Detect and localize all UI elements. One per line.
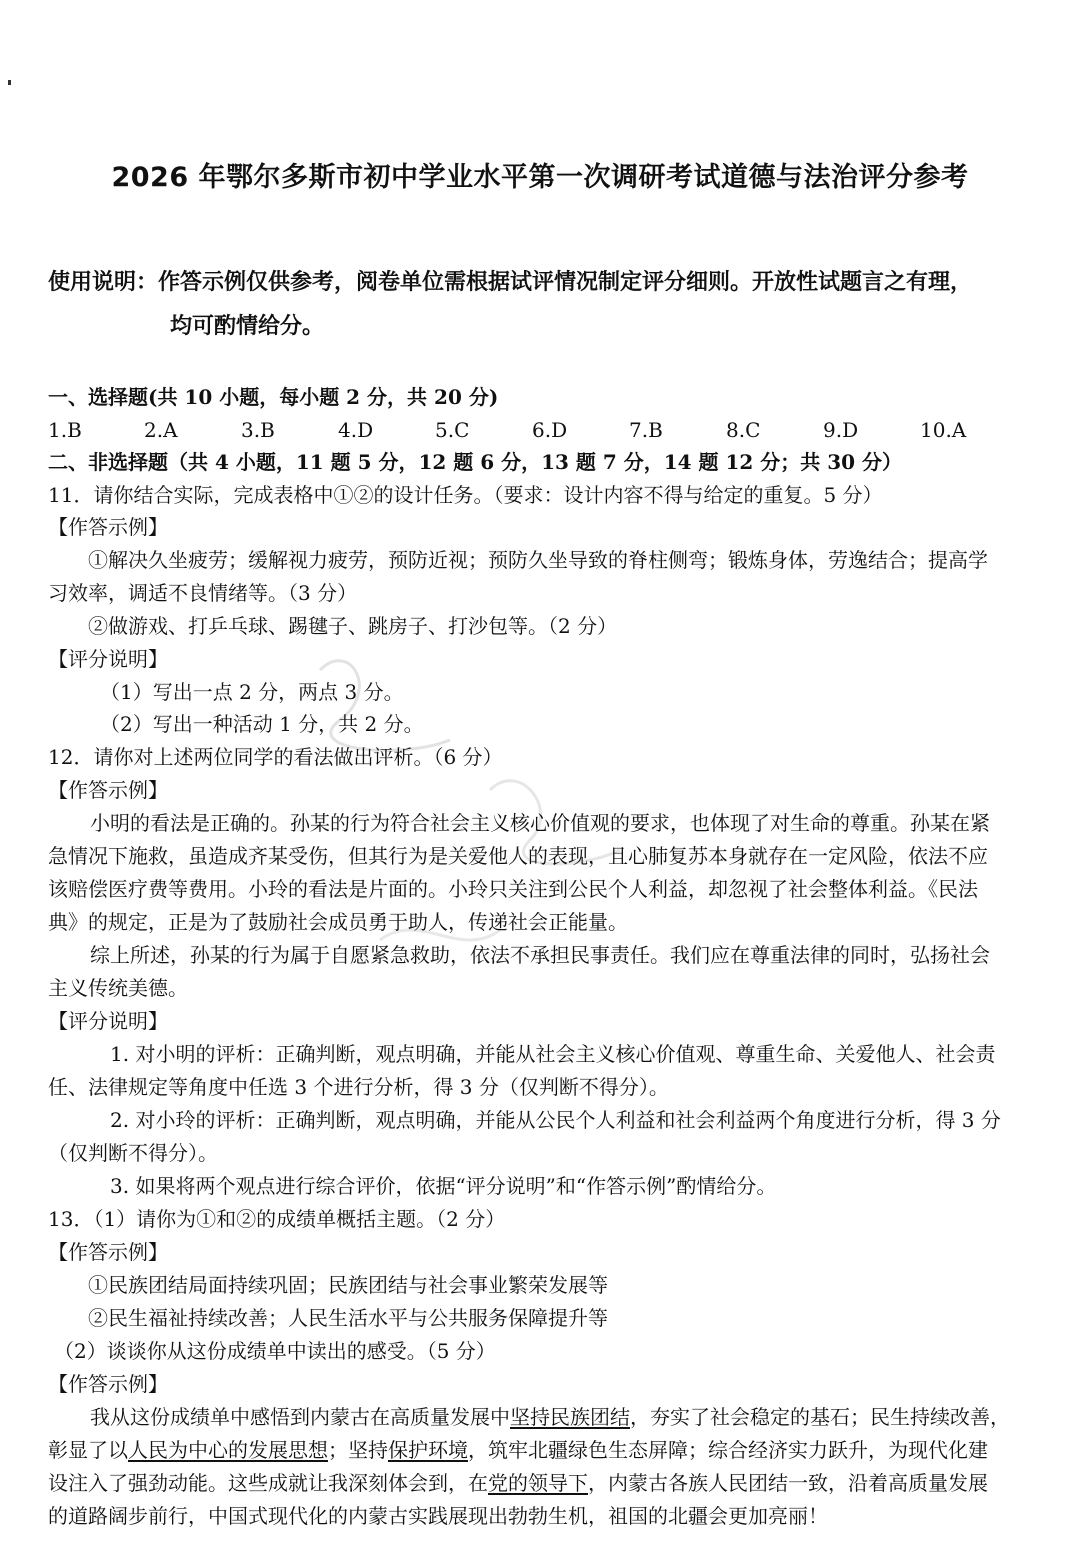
q11-scoring-line: （2）写出一种活动 1 分，共 2 分。 xyxy=(100,712,424,736)
q11-example-line: 习效率，调适不良情绪等。（3 分） xyxy=(48,581,358,605)
q12-example-line: 典》的规定，正是为了鼓励社会成员勇于助人，传递社会正能量。 xyxy=(48,910,628,934)
q13-part2-example-line: 设注入了强劲动能。这些成就让我深刻体会到，在党的领导下，内蒙古各族人民团结一致，沿着高质量发展 xyxy=(48,1471,988,1495)
q12-scoring-label: 【评分说明】 xyxy=(48,1009,168,1033)
q11-scoring-line: （1）写出一点 2 分，两点 3 分。 xyxy=(100,680,404,704)
instructions-line-1: 使用说明：作答示例仅供参考，阅卷单位需根据试评情况制定评分细则。开放性试题言之有理， xyxy=(48,270,973,295)
choice-answer: 9.D xyxy=(823,418,859,442)
choice-answer: 3.B xyxy=(241,418,275,442)
section-1-heading: 一、选择题(共 10 小题，每小题 2 分，共 20 分) xyxy=(48,385,499,409)
q11-example-line: ②做游戏、打乒乓球、踢毽子、跳房子、打沙包等。（2 分） xyxy=(88,614,618,638)
q12-scoring-line: （仅判断不得分）。 xyxy=(48,1141,218,1165)
choice-answer: 1.B xyxy=(48,418,82,442)
underlined-phrase: 党的领导下 xyxy=(488,1471,588,1495)
q12-example-line: 综上所述，孙某的行为属于自愿紧急救助，依法不承担民事责任。我们应在尊重法律的同时，弘扬社会 xyxy=(90,943,990,967)
document-title: 2026 年鄂尔多斯市初中学业水平第一次调研考试道德与法治评分参考 xyxy=(111,162,969,193)
q12-question: 12．请你对上述两位同学的看法做出评析。（6 分） xyxy=(48,745,503,769)
q13-part1-question: 13．（1）请你为①和②的成绩单概括主题。（2 分） xyxy=(48,1207,506,1231)
q13-part1-example-label: 【作答示例】 xyxy=(48,1240,168,1264)
q12-scoring-line: 任、法律规定等角度中任选 3 个进行分析，得 3 分（仅判断不得分）。 xyxy=(48,1075,669,1099)
q11-scoring-label: 【评分说明】 xyxy=(48,647,168,671)
choice-answer: 4.D xyxy=(338,418,374,442)
choice-answer: 7.B xyxy=(629,418,663,442)
choice-answer: 5.C xyxy=(435,418,470,442)
q11-question: 11．请你结合实际，完成表格中①②的设计任务。（要求：设计内容不得与给定的重复。5 分） xyxy=(48,483,883,507)
instructions-line-2: 均可酌情给分。 xyxy=(170,314,325,339)
q13-part2-example-line: 的道路阔步前行，中国式现代化的内蒙古实践展现出勃勃生机，祖国的北疆会更加亮丽！ xyxy=(48,1504,828,1528)
choice-answer: 10.A xyxy=(920,418,967,442)
q13-part2-example-label: 【作答示例】 xyxy=(48,1372,168,1396)
q13-part2-example-line: 彰显了以人民为中心的发展思想；坚持保护环境，筑牢北疆绿色生态屏障；综合经济实力跃升，为现代化建 xyxy=(48,1438,988,1462)
choice-answer: 6.D xyxy=(532,418,568,442)
q12-example-line: 小明的看法是正确的。孙某的行为符合社会主义核心价值观的要求，也体现了对生命的尊重。孙某在紧 xyxy=(90,811,990,835)
q13-part2-question: （2）谈谈你从这份成绩单中读出的感受。（5 分） xyxy=(54,1339,496,1363)
q11-example-line: ①解决久坐疲劳；缓解视力疲劳，预防近视；预防久坐导致的脊柱侧弯；锻炼身体，劳逸结合；提高学 xyxy=(88,548,988,572)
scan-mark xyxy=(8,80,11,85)
choice-answer: 2.A xyxy=(144,418,178,442)
q12-scoring-line: 1. 对小明的评析：正确判断，观点明确，并能从社会主义核心价值观、尊重生命、关爱他人、社会责 xyxy=(110,1042,996,1066)
choice-answer: 8.C xyxy=(726,418,761,442)
q11-example-label: 【作答示例】 xyxy=(48,515,168,539)
q12-example-line: 主义传统美德。 xyxy=(48,976,188,1000)
underlined-phrase: 保护环境 xyxy=(388,1438,468,1462)
q13-part1-example-line: ①民族团结局面持续巩固；民族团结与社会事业繁荣发展等 xyxy=(88,1273,608,1297)
q12-scoring-line: 3. 如果将两个观点进行综合评价，依据“评分说明”和“作答示例”酌情给分。 xyxy=(110,1174,777,1198)
section-2-heading: 二、非选择题（共 4 小题，11 题 5 分，12 题 6 分，13 题 7 分，14 题 12 分；共 30 分） xyxy=(48,450,903,474)
q13-part1-example-line: ②民生福祉持续改善；人民生活水平与公共服务保障提升等 xyxy=(88,1306,608,1330)
q12-example-line: 该赔偿医疗费等费用。小玲的看法是片面的。小玲只关注到公民个人利益，却忽视了社会整体利益。《民法 xyxy=(48,877,978,901)
q12-example-label: 【作答示例】 xyxy=(48,778,168,802)
q13-part2-example-line: 我从这份成绩单中感悟到内蒙古在高质量发展中坚持民族团结，夯实了社会稳定的基石；民生持续改善， xyxy=(90,1405,1010,1429)
underlined-phrase: 人民为中心的发展思想 xyxy=(128,1438,328,1462)
underlined-phrase: 坚持民族团结 xyxy=(510,1405,630,1429)
q12-scoring-line: 2. 对小玲的评析：正确判断，观点明确，并能从公民个人利益和社会利益两个角度进行分析，得 3 分 xyxy=(110,1108,1001,1132)
q12-example-line: 急情况下施救，虽造成齐某受伤，但其行为是关爱他人的表现，且心肺复苏本身就存在一定风险，依法不应 xyxy=(48,844,988,868)
